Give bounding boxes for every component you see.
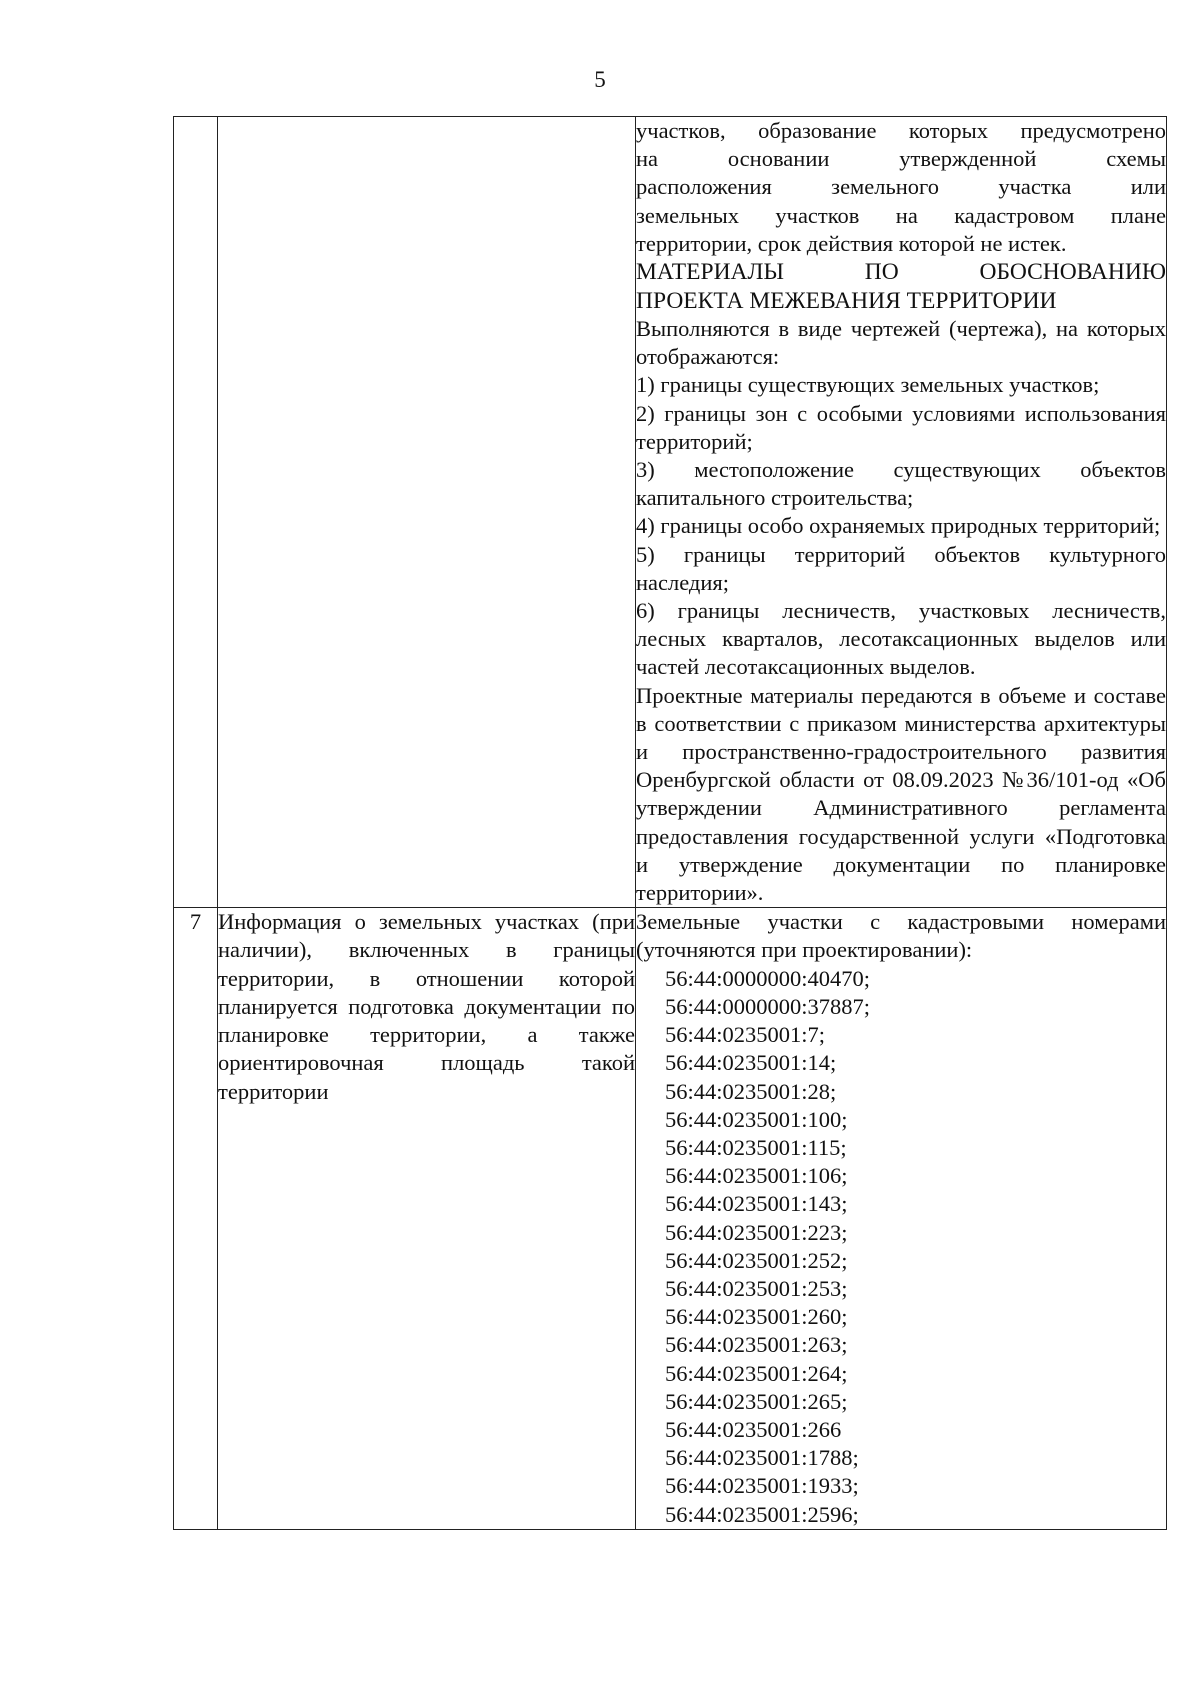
paragraph: 5) границы территорий объектов культурного наследия; xyxy=(636,541,1166,595)
cadastral-number: 56:44:0235001:1788; xyxy=(665,1445,859,1471)
row-content-cell xyxy=(636,908,1167,1529)
row-number: 7 xyxy=(174,908,218,1529)
cadastral-number: 56:44:0235001:266 xyxy=(665,1416,842,1442)
cadastral-number: 56:44:0235001:28; xyxy=(665,1078,837,1104)
cadastral-number: 56:44:0235001:100; xyxy=(665,1106,848,1132)
heading-line: МАТЕРИАЛЫ ПО ОБОСНОВАНИЮ xyxy=(636,259,1166,286)
row-number-cell xyxy=(174,117,218,908)
page-number: 5 xyxy=(594,67,606,92)
cadastral-number: 56:44:0000000:40470; xyxy=(665,965,871,991)
cadastral-number: 56:44:0235001:265; xyxy=(665,1388,848,1414)
cadastral-number: 56:44:0235001:223; xyxy=(665,1219,848,1245)
cadastral-number: 56:44:0235001:7; xyxy=(665,1022,826,1048)
row-description: Информация о земельных участках (при наличии), включенных в границы территории, в отношении которой планируется подготовка документации по планировке территории, а также ориентировочная площадь такой территории xyxy=(218,908,636,1529)
cadastral-number: 56:44:0235001:106; xyxy=(665,1163,848,1189)
cadastral-number: 56:44:0235001:14; xyxy=(665,1050,837,1076)
paragraph: Проектные материалы передаются в объеме и составе в соответствии с приказом министерства архитектуры и пространственно-градостроительного развития Оренбургской области от 08.09.2023 №36/101-од «Об утверждении Административного регламента предоставления государственной услуги «Подготовка и утверждение документации по планировке территории». xyxy=(636,682,1166,906)
paragraph: 6) границы лесничеств, участковых лесничеств, лесных кварталов, лесотаксационных выделов или частей лесотаксационных выделов. xyxy=(636,598,1166,680)
paragraph: 3) местоположение существующих объектов капитального строительства; xyxy=(636,457,1166,511)
cadastral-number: 56:44:0000000:37887; xyxy=(665,993,871,1019)
paragraph: 2) границы зон с особыми условиями использования территорий; xyxy=(636,400,1166,454)
row-content-cell xyxy=(636,117,1167,908)
text-line: расположения земельного участка или xyxy=(636,174,1166,200)
cadastral-number: 56:44:0235001:263; xyxy=(665,1332,848,1358)
requirements-table xyxy=(173,116,1167,1530)
section-heading xyxy=(636,258,1166,315)
cadastral-number: 56:44:0235001:115; xyxy=(665,1134,847,1160)
cadastral-number: 56:44:0235001:143; xyxy=(665,1191,848,1217)
cadastral-number: 56:44:0235001:260; xyxy=(665,1304,848,1330)
continued-text xyxy=(636,117,1166,258)
cadastral-number: 56:44:0235001:1933; xyxy=(665,1473,859,1499)
cadastral-number: 56:44:0235001:252; xyxy=(665,1247,848,1273)
paragraph: 1) границы существующих земельных участков; xyxy=(636,372,1100,398)
table-row-continued xyxy=(174,117,1167,908)
text-line: на основании утвержденной схемы xyxy=(636,146,1166,172)
table-row-7 xyxy=(174,908,1167,1529)
cadastral-number: 56:44:0235001:2596; xyxy=(665,1501,859,1527)
heading-line: ПРОЕКТА МЕЖЕВАНИЯ ТЕРРИТОРИИ xyxy=(636,287,1057,314)
cadastral-number: 56:44:0235001:264; xyxy=(665,1360,848,1386)
paragraph: Выполняются в виде чертежей (чертежа), на которых отображаются: xyxy=(636,316,1166,370)
cadastral-intro: Земельные участки с кадастровыми номерами (уточняются при проектировании): xyxy=(636,909,1166,963)
paragraph: 4) границы особо охраняемых природных территорий; xyxy=(636,513,1161,539)
cadastral-number: 56:44:0235001:253; xyxy=(665,1275,848,1301)
text-line: земельных участков на кадастровом плане xyxy=(636,202,1166,228)
cadastral-number-list xyxy=(636,965,1166,1529)
continued-paragraphs xyxy=(636,315,1166,907)
text-line: территории, срок действия которой не истек. xyxy=(636,230,1067,256)
row-description-cell xyxy=(218,117,636,908)
text-line: участков, образование которых предусмотрено xyxy=(636,118,1166,143)
